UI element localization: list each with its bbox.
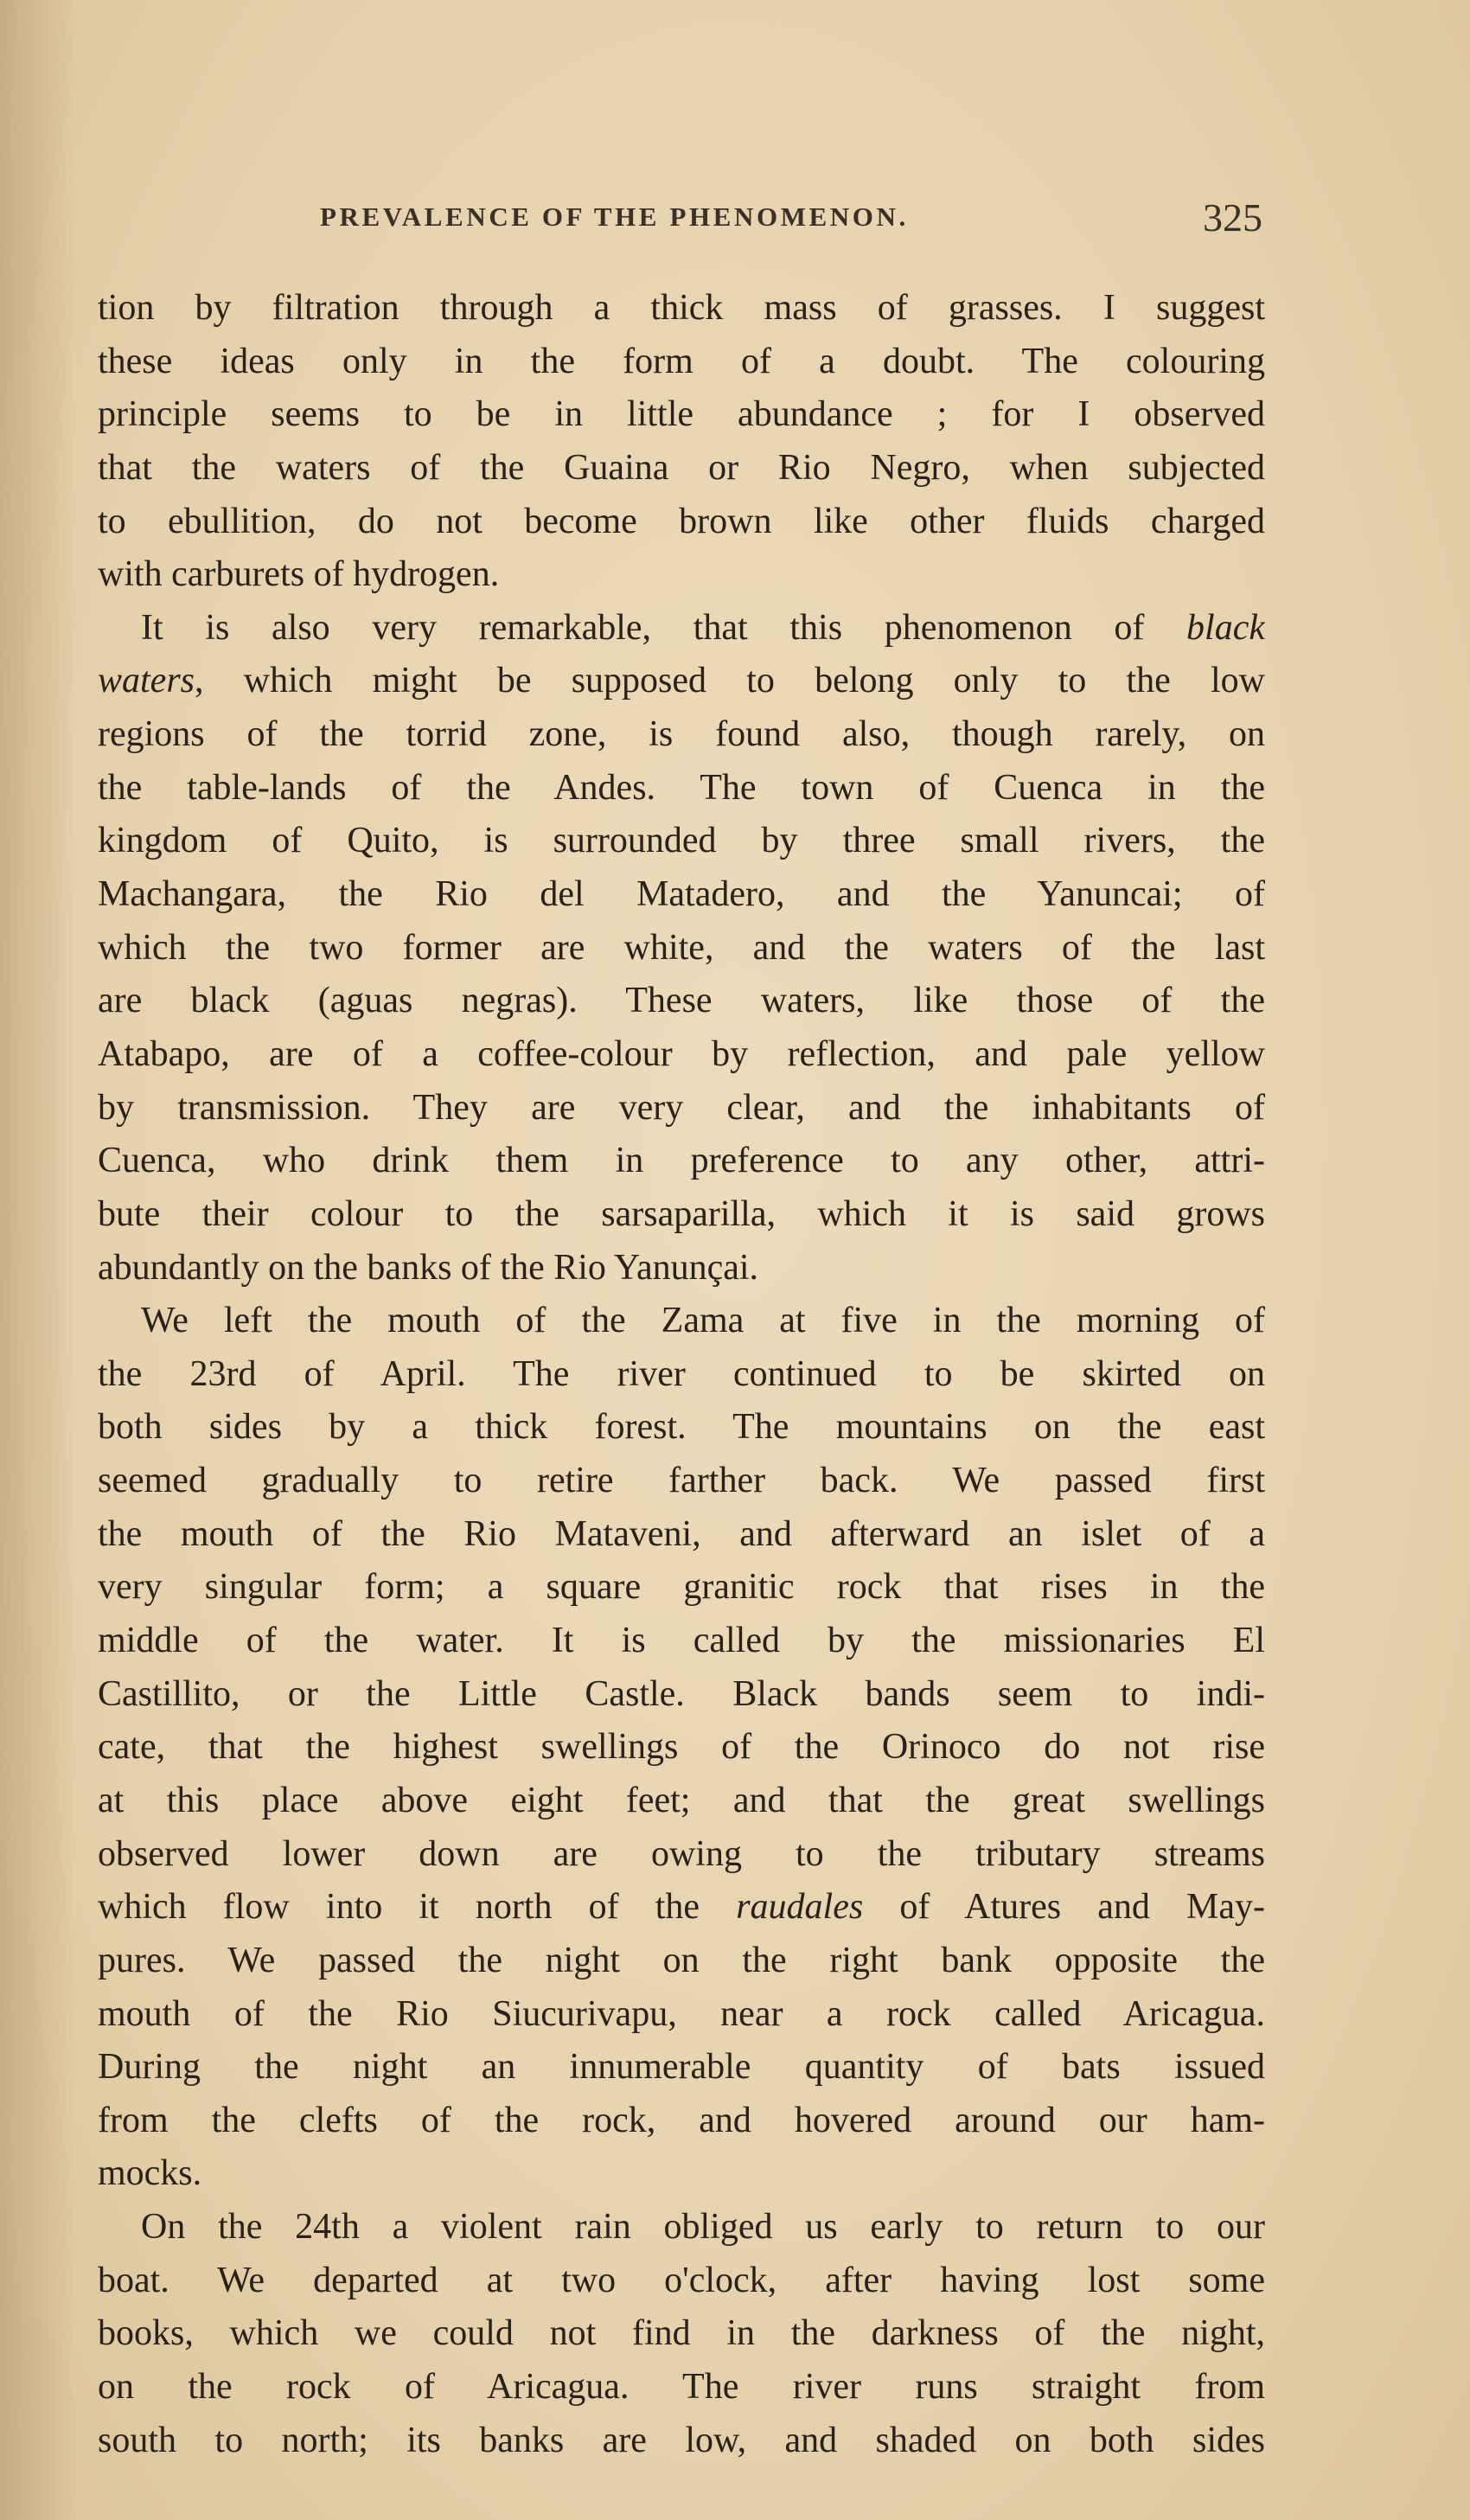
text-line: these ideas only in the form of a doubt. The colouring xyxy=(98,341,1265,381)
text-segment: which flow into it north of the xyxy=(98,1887,737,1928)
text-line: seemed gradually to retire farther back. We passed first xyxy=(98,1461,1265,1501)
text-line: During the night an innumerable quantity of bats issued xyxy=(98,2047,1265,2088)
text-line: mocks. xyxy=(98,2153,202,2194)
text-line: the mouth of the Rio Mataveni, and afterward an islet of a xyxy=(98,1513,1265,1554)
running-title: PREVALENCE OF THE PHENOMENON. xyxy=(320,201,909,232)
text-line: Machangara, the Rio del Matadero, and the Yanuncai; of xyxy=(98,874,1265,915)
text-line xyxy=(98,1881,1265,1935)
text-segment: of Atures and May- xyxy=(863,1887,1265,1928)
text-line: the table-lands of the Andes. The town of Cuenca in the xyxy=(98,767,1265,808)
text-line: boat. We departed at two o'clock, after having lost some xyxy=(98,2260,1265,2300)
text-line: on the rock of Aricagua. The river runs straight from xyxy=(98,2366,1265,2407)
text-line: the 23rd of April. The river continued to be skirted on xyxy=(98,1353,1265,1394)
text-segment: , which might be supposed to belong only to the low xyxy=(195,661,1265,701)
text-line: Atabapo, are of a coffee-colour by reflection, and pale yellow xyxy=(98,1033,1265,1074)
text-line: pures. We passed the night on the right bank opposite the xyxy=(98,1940,1265,1980)
page-number: 325 xyxy=(1203,195,1262,240)
text-line: abundantly on the banks of the Rio Yanunçai. xyxy=(98,1247,759,1288)
text-line: to ebullition, do not become brown like other fluids charged xyxy=(98,501,1265,541)
running-head xyxy=(320,195,1262,246)
text-line: both sides by a thick forest. The mountains on the east xyxy=(98,1407,1265,1448)
text-line: which the two former are white, and the waters of the last xyxy=(98,927,1265,968)
text-line xyxy=(98,602,1265,656)
text-line xyxy=(98,655,1265,708)
text-line: tion by filtration through a thick mass of grasses. I suggest xyxy=(98,288,1265,328)
text-line: with carburets of hydrogen. xyxy=(98,554,500,595)
text-line: observed lower down are owing to the tributary streams xyxy=(98,1833,1265,1874)
text-segment: It is also very remarkable, that this phenomenon of xyxy=(141,607,1187,648)
text-line: We left the mouth of the Zama at five in the morning of xyxy=(141,1301,1265,1341)
italic-term: black xyxy=(1186,607,1265,648)
text-line: south to north; its banks are low, and shaded on both sides xyxy=(98,2420,1265,2460)
page-edge-shadow xyxy=(0,0,78,2520)
text-line: at this place above eight feet; and that the great swellings xyxy=(98,1780,1265,1820)
text-line: are black (aguas negras). These waters, like those of the xyxy=(98,981,1265,1021)
italic-term: waters xyxy=(98,661,195,701)
text-line: from the clefts of the rock, and hovered around our ham- xyxy=(98,2100,1265,2140)
text-line: Castillito, or the Little Castle. Black bands seem to indi- xyxy=(98,1673,1265,1714)
text-line: principle seems to be in little abundance ; for I observed xyxy=(98,394,1265,435)
text-line: Cuenca, who drink them in preference to any other, attri- xyxy=(98,1141,1265,1181)
text-line: bute their colour to the sarsaparilla, which it is said grows xyxy=(98,1193,1265,1234)
text-line: by transmission. They are very clear, and the inhabitants of xyxy=(98,1087,1265,1128)
text-line: very singular form; a square granitic rock that rises in the xyxy=(98,1567,1265,1608)
text-line: kingdom of Quito, is surrounded by three small rivers, the xyxy=(98,821,1265,861)
text-line: cate, that the highest swellings of the Orinoco do not rise xyxy=(98,1727,1265,1768)
text-line: middle of the water. It is called by the missionaries El xyxy=(98,1621,1265,1661)
text-line: books, which we could not find in the darkness of the night, xyxy=(98,2313,1265,2354)
text-line: On the 24th a violent rain obliged us early to return to our xyxy=(141,2207,1265,2248)
text-line: regions of the torrid zone, is found also, though rarely, on xyxy=(98,714,1265,755)
text-line: that the waters of the Guaina or Rio Negro, when subjected xyxy=(98,447,1265,488)
text-line: mouth of the Rio Siucurivapu, near a rock called Aricagua. xyxy=(98,1993,1265,2034)
body-text xyxy=(98,282,1265,2467)
italic-term: raudales xyxy=(736,1887,864,1928)
